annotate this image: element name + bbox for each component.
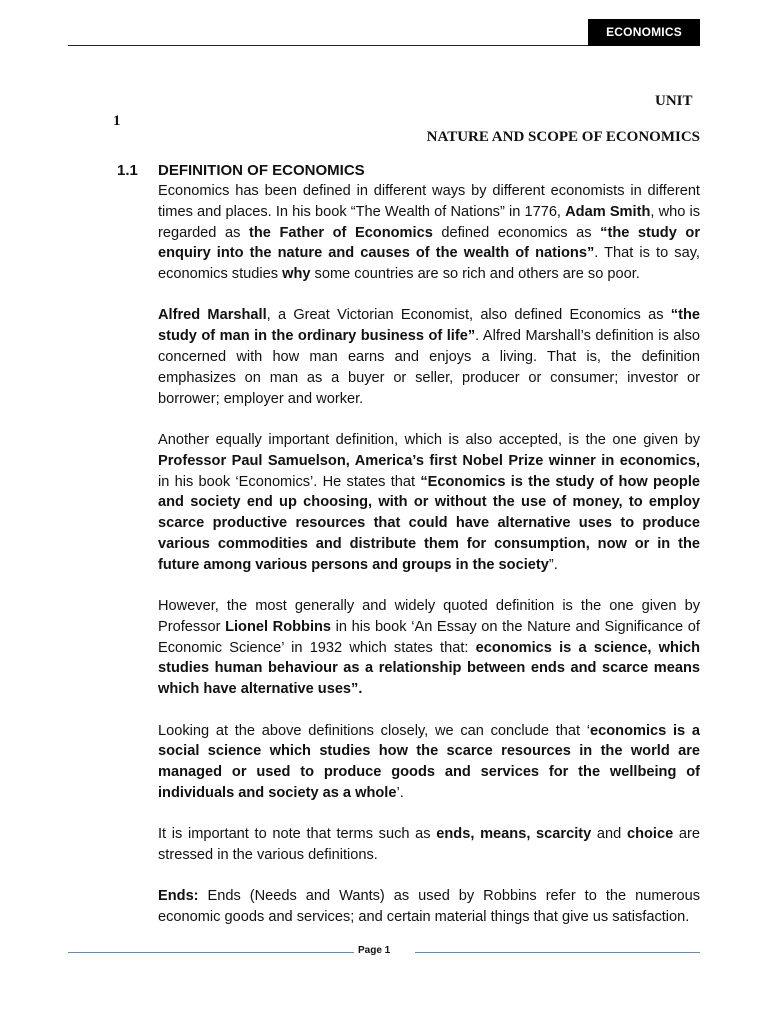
- text-span: Looking at the above definitions closely, we can conclude that ‘: [158, 722, 591, 739]
- header-badge: ECONOMICS: [588, 19, 700, 46]
- text-span: . That is to say, economics studies: [158, 245, 700, 283]
- text-span: . Alfred Marshall’s definition is also concerned with how man earns and enjoys a living. That is, the definition emphasizes on man as a buyer or seller, producer or consumer; investor or borrower; employer and worker.: [158, 328, 701, 407]
- paragraph: [158, 596, 700, 700]
- text-span: ’.: [396, 784, 404, 801]
- bold-text-span: choice: [626, 826, 674, 843]
- text-span: in his book ‘An Essay on the Nature and Significance of Economic Science’ in 1932 which states that:: [158, 618, 700, 656]
- text-span: and: [591, 826, 627, 843]
- text-span: , who is regarded as: [158, 203, 701, 241]
- section-heading: [117, 162, 365, 179]
- text-span: Economics has been defined in different ways by different economists in different times and places. In his book “The Wealth of Nations” in 1776,: [158, 183, 700, 220]
- unit-title: NATURE AND SCOPE OF ECONOMICS: [426, 129, 700, 145]
- text-span: ”.: [548, 556, 558, 573]
- paragraph: [158, 824, 700, 866]
- bold-text-span: “Economics is the study of how people and society end up choosing, with or without the use of money, to employ scarce productive resources that could have alternative uses to produce various commodities and distribute them for consumption, now or in the future among various persons and groups in the society: [158, 473, 701, 573]
- footer-rule-right: [415, 952, 700, 953]
- text-span: in his book ‘Economics’. He states that: [158, 473, 421, 490]
- text-span: Another equally important definition, which is also accepted, is the one given by: [158, 431, 700, 448]
- text-span: However, the most generally and widely quoted definition is the one given by Professor: [158, 598, 700, 635]
- text-span: are stressed in the various definitions.: [158, 826, 700, 864]
- body-text: [158, 181, 700, 928]
- paragraph: [158, 305, 700, 409]
- bold-text-span: Alfred Marshall: [158, 307, 267, 324]
- bold-text-span: Professor Paul Samuelson, America’s first Nobel Prize winner in economics,: [158, 452, 700, 469]
- text-span: , a Great Victorian Economist, also defined Economics as: [266, 307, 671, 324]
- bold-text-span: “the study of man in the ordinary business of life”: [158, 307, 700, 345]
- bold-text-span: “the study or enquiry into the nature and causes of the wealth of nations”: [158, 224, 700, 262]
- bold-text-span: Ends:: [158, 888, 199, 905]
- unit-number: 1: [113, 113, 121, 129]
- paragraph: [158, 721, 700, 804]
- text-span: It is important to note that terms such as: [158, 826, 437, 843]
- bold-text-span: economics is a science, which studies human behaviour as a relationship between ends and scarce means which have alternative uses”.: [158, 639, 701, 698]
- section-title: DEFINITION OF ECONOMICS: [158, 162, 365, 179]
- section-number: 1.1: [117, 162, 138, 179]
- paragraph: [158, 430, 700, 576]
- bold-text-span: ends, means, scarcity: [436, 826, 592, 843]
- paragraph: [158, 886, 700, 928]
- bold-text-span: Adam Smith: [565, 203, 651, 220]
- bold-text-span: economics is a social science which studies how the scarce resources in the world are managed or used to produce goods and services for the wellbeing of individuals and society as a whole: [158, 722, 700, 801]
- paragraph: [158, 181, 700, 285]
- bold-text-span: the Father of Economics: [248, 224, 433, 241]
- text-span: defined economics as: [432, 224, 601, 241]
- footer-rule-left: [68, 952, 354, 953]
- text-span: some countries are so rich and others are so poor.: [310, 266, 640, 283]
- bold-text-span: why: [282, 266, 311, 283]
- unit-label: UNIT: [655, 93, 693, 109]
- bold-text-span: Lionel Robbins: [225, 618, 332, 635]
- page-number: Page 1: [358, 945, 391, 956]
- text-span: Ends (Needs and Wants) as used by Robbins refer to the numerous economic goods and services; and certain material things that give us satisfaction.: [158, 888, 700, 926]
